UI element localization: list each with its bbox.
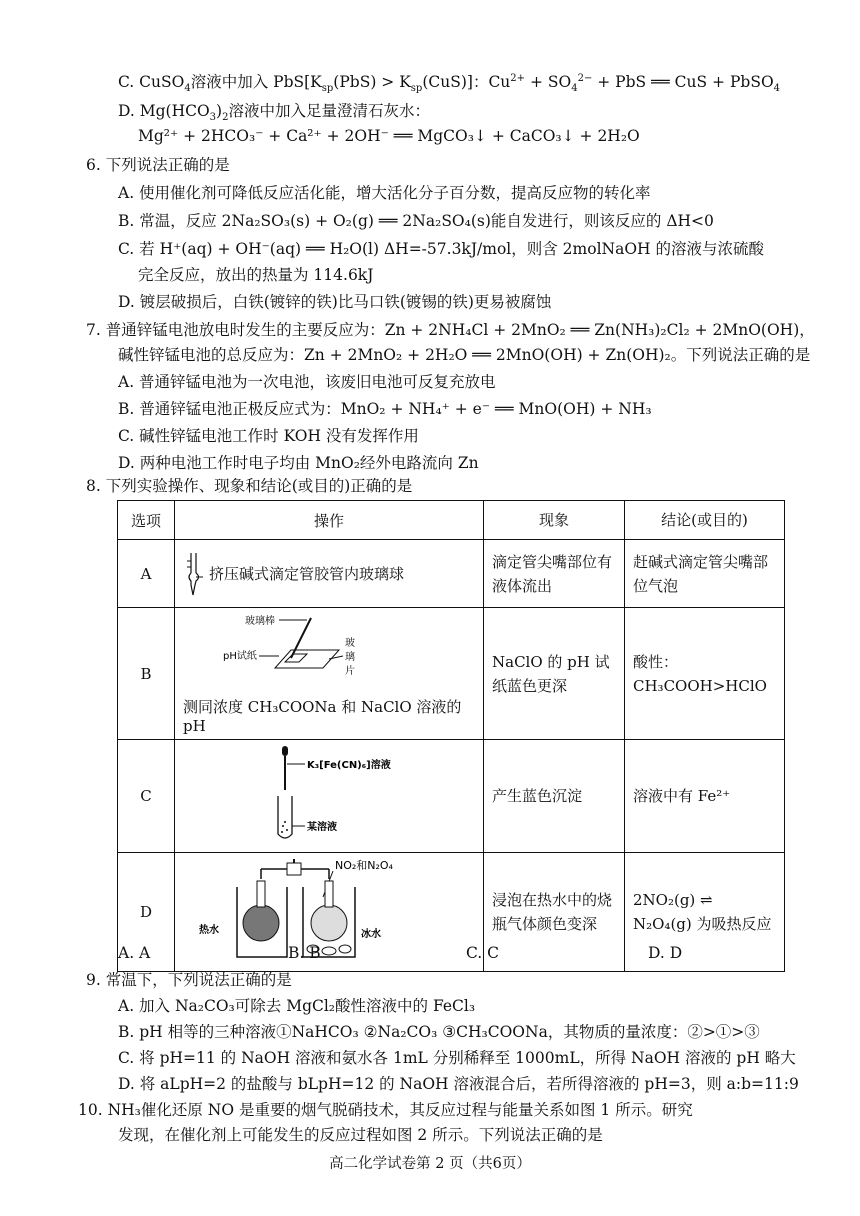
q8-stem: 8. 下列实验操作、现象和结论(或目的)正确的是 [86,477,413,495]
header-option: 选项 [118,501,175,540]
q6-option-c-cont: 完全反应，放出的热量为 114.6kJ [138,266,374,284]
row-a-phenomenon: 滴定管尖嘴部位有液体流出 [484,540,625,608]
experiment-table [117,500,785,972]
row-b-phenomenon: NaClO 的 pH 试纸蓝色更深 [484,608,625,740]
table-row [118,740,785,853]
q6-option-b: B. 常温，反应 2Na₂SO₃(s) + O₂(g) ══ 2Na₂SO₄(s)能自发进行，则该反应的 ΔH<0 [118,212,714,230]
hot-water-label: 热水 [199,925,219,936]
q10-stem-line1: 10. NH₃催化还原 NO 是重要的烟气脱硝技术，其反应过程与能量关系如图 1 所示。研究 [78,1101,693,1119]
glass-label-1: 玻 [345,638,355,649]
glass-label-3: 片 [345,666,355,677]
q9-stem: 9. 常温下，下列说法正确的是 [86,971,292,989]
q9-option-b: B. pH 相等的三种溶液①NaHCO₃ ②Na₂CO₃ ③CH₃COONa，其物质的量浓度：②>①>③ [118,1023,760,1041]
q6-stem: 6. 下列说法正确的是 [86,156,230,174]
q9-option-d: D. 将 aLpH=2 的盐酸与 bLpH=12 的 NaOH 溶液混合后，若所得溶液的 pH=3，则 a:b=11:9 [118,1075,799,1093]
rod-label: 玻璃棒 [245,616,275,627]
q8-answer-d: D. D [648,944,683,962]
row-c-operation [175,740,484,853]
q8-answer-c: C. C [466,944,500,962]
table-row [118,853,785,972]
q5-option-d: D. $Mg(HCO_3)_2$溶液中加入足量澄清石灰水： [118,102,430,124]
dropper-test-tube-figure [183,744,453,844]
q7-stem-line1: 7. 普通锌锰电池放电时发生的主要反应为：Zn + 2NH₄Cl + 2MnO₂ ══ Zn(NH₃)₂Cl₂ + 2MnO(OH)， [86,321,815,339]
paper-label: pH试纸 [223,651,257,662]
q10-stem-line2: 发现，在催化剂上可能发生的反应过程如图 2 所示。下列说法正确的是 [118,1126,603,1144]
row-d-phenomenon: 浸泡在热水中的烧瓶气体颜色变深 [484,853,625,972]
header-phenomenon: 现象 [484,501,625,540]
row-b-operation-text: 测同浓度 CH₃COONa 和 NaClO 溶液的 pH [183,698,462,735]
q6-option-a: A. 使用催化剂可降低反应活化能，增大活化分子百分数，提高反应物的转化率 [118,184,651,202]
q7-option-a: A. 普通锌锰电池为一次电池，该废旧电池可反复充放电 [118,373,496,391]
row-c-phenomenon: 产生蓝色沉淀 [484,740,625,853]
q7-option-d: D. 两种电池工作时电子均由 MnO₂经外电路流向 Zn [118,454,479,472]
row-c-conclusion: 溶液中有 Fe²⁺ [625,740,785,853]
table-row [118,608,785,740]
header-operation: 操作 [175,501,484,540]
ice-water-label: 冰水 [361,929,381,940]
table-header-row [118,501,785,540]
row-b-option: B [118,608,175,740]
q7-option-b: B. 普通锌锰电池正极反应式为：MnO₂ + NH₄⁺ + e⁻ ══ MnO(OH) + NH₃ [118,400,652,418]
q7-stem-line2: 碱性锌锰电池的总反应为：Zn + 2MnO₂ + 2H₂O ══ 2MnO(OH) + Zn(OH)₂。下列说法正确的是 [118,346,811,364]
row-a-operation [175,540,484,608]
row-b-conclusion: 酸性：CH₃COOH>HClO [625,608,785,740]
q9-option-c: C. 将 pH=11 的 NaOH 溶液和氨水各 1mL 分别稀释至 1000mL，所得 NaOH 溶液的 pH 略大 [118,1049,796,1067]
page-footer: 高二化学试卷第 2 页（共6页） [329,1156,531,1172]
row-a-option: A [118,540,175,608]
q6-option-d: D. 镀层破损后，白铁(镀锌的铁)比马口铁(镀锡的铁)更易被腐蚀 [118,293,552,311]
q5-option-d-equation: Mg²⁺ + 2HCO₃⁻ + Ca²⁺ + 2OH⁻ ══ MgCO₃↓ + CaCO₃↓ + 2H₂O [138,127,640,145]
gas-label: NO₂和N₂O₄ [335,859,394,872]
row-a-operation-text: 挤压碱式滴定管胶管内玻璃球 [209,565,405,583]
row-b-operation [175,608,484,740]
q9-option-a: A. 加入 Na₂CO₃可除去 MgCl₂酸性溶液中的 FeCl₃ [118,997,476,1015]
reagent-label: K₃[Fe(CN)₆]溶液 [307,760,391,771]
q7-option-c: C. 碱性锌锰电池工作时 KOH 没有发挥作用 [118,427,419,445]
header-conclusion: 结论(或目的) [625,501,785,540]
q6-option-c: C. 若 H⁺(aq) + OH⁻(aq) ══ H₂O(l) ΔH=-57.3kJ/mol，则含 2molNaOH 的溶液与浓硫酸 [118,240,764,258]
row-a-conclusion: 赶碱式滴定管尖嘴部位气泡 [625,540,785,608]
q8-answer-b: B. B [288,944,321,962]
row-d-operation [175,853,484,972]
glass-label-2: 璃 [345,652,355,663]
row-c-option: C [118,740,175,853]
solution-label: 某溶液 [307,822,337,833]
q5-option-c: C. CuSO$_4$溶液中加入 $PbS[K_{sp}(PbS) > K_{sp}(CuS)]$：$Cu^{2+} + SO_4^{2-}$ + PbS ══ CuS + PbSO$_4$ [118,72,781,95]
burette-icon [183,551,209,597]
table-row [118,540,785,608]
row-d-conclusion: 2NO₂(g) ⇌ N₂O₄(g) 为吸热反应 [625,853,785,972]
row-d-option: D [118,853,175,972]
ph-paper-figure [183,612,453,692]
q8-answer-a: A. A [118,944,151,962]
